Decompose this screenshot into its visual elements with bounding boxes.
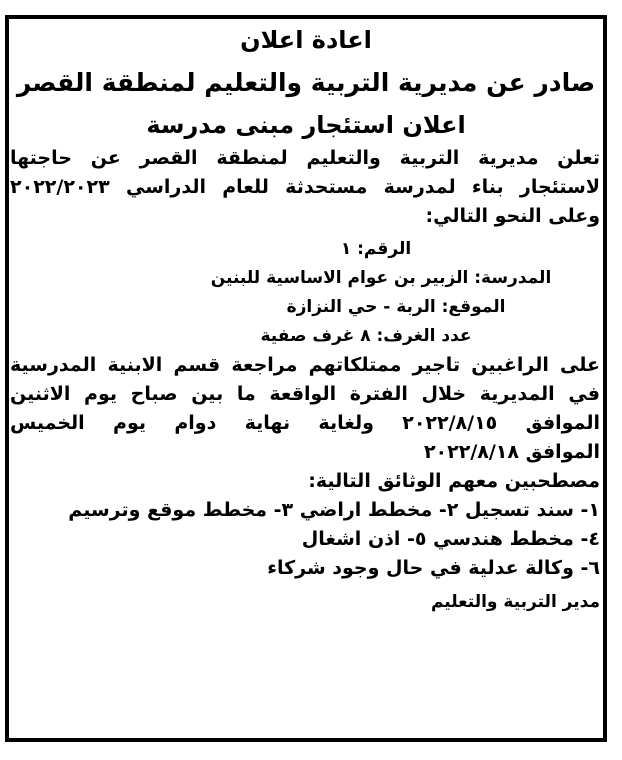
notice-content <box>10 20 602 617</box>
documents-line-1: ١- سند تسجيل ٢- مخطط اراضي ٣- مخطط موقع وترسيم <box>68 499 600 521</box>
instructions-line-2: في المديرية خلال الفترة الواقعة ما بين صباح يوم الاثنين <box>10 383 600 405</box>
documents-line-3: ٦- وكالة عدلية في حال وجود شركاء <box>267 557 600 579</box>
detail-school: المدرسة: الزبير بن عوام الاساسية للبنين <box>210 268 552 288</box>
notice-issuer: صادر عن مديرية التربية والتعليم لمنطقة القصر <box>16 68 596 97</box>
instructions-line-3: الموافق ٢٠٢٢/٨/١٥ ولغاية نهاية دوام يوم الخميس <box>10 412 600 434</box>
intro-line-1: تعلن مديرية التربية والتعليم لمنطقة القصر عن حاجتها <box>10 147 600 169</box>
instructions-line-1: على الراغبين تاجير ممتلكاتهم مراجعة قسم الابنية المدرسية <box>10 354 600 376</box>
detail-location: الموقع: الربة - حي النزازة <box>286 297 506 317</box>
instructions-line-4: الموافق ٢٠٢٢/٨/١٨ <box>423 441 600 463</box>
signature: مدير التربية والتعليم <box>430 592 600 612</box>
documents-heading: مصطحبين معهم الوثائق التالية: <box>308 470 600 492</box>
detail-rooms: عدد الغرف: ٨ غرف صفية <box>260 326 472 346</box>
notice-title: اعادة اعلان <box>240 26 372 54</box>
detail-number: الرقم: ١ <box>340 239 412 259</box>
documents-line-2: ٤- مخطط هندسي ٥- اذن اشغال <box>301 528 600 550</box>
intro-line-3: وعلى النحو التالي: <box>425 205 600 227</box>
intro-line-2: لاستئجار بناء لمدرسة مستحدثة للعام الدراسي ٢٠٢٢/٢٠٢٣ <box>10 176 600 198</box>
notice-subject: اعلان استئجار مبنى مدرسة <box>146 111 466 139</box>
